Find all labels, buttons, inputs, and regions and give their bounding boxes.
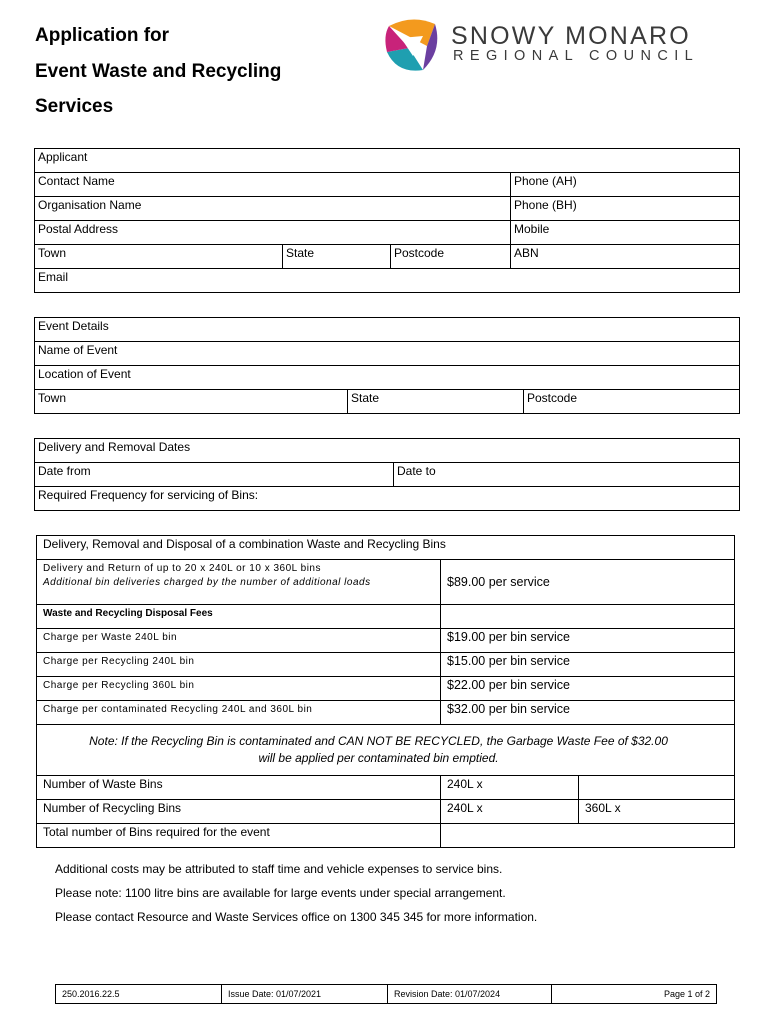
issue-date: Issue Date: 01/07/2021: [222, 985, 388, 1004]
footnotes: [55, 857, 537, 929]
num-recycling-360-field[interactable]: 360L x: [579, 800, 735, 824]
fee-row-label: Charge per Recycling 240L bin: [37, 653, 441, 677]
delivery-description: [37, 560, 441, 605]
event-location-field[interactable]: Location of Event: [35, 366, 740, 390]
contamination-note: [37, 725, 735, 776]
event-postcode-field[interactable]: Postcode: [524, 390, 740, 414]
event-name-field[interactable]: Name of Event: [35, 342, 740, 366]
fees-heading: Delivery, Removal and Disposal of a combination Waste and Recycling Bins: [37, 536, 735, 560]
state-field[interactable]: State: [283, 245, 391, 269]
phone-ah-field[interactable]: Phone (AH): [511, 173, 740, 197]
fee-row-price: $19.00 per bin service: [441, 629, 735, 653]
page-footer: [55, 984, 717, 1004]
fees-table: [36, 535, 735, 848]
num-recycling-240-field[interactable]: 240L x: [441, 800, 579, 824]
logo-name-line-2: REGIONAL COUNCIL: [453, 48, 700, 64]
total-bins-field[interactable]: [441, 824, 735, 848]
page-number: Page 1 of 2: [552, 985, 717, 1004]
num-waste-240-field[interactable]: 240L x: [441, 776, 579, 800]
event-town-field[interactable]: Town: [35, 390, 348, 414]
title-line-3: Services: [35, 96, 114, 117]
postal-address-field[interactable]: Postal Address: [35, 221, 511, 245]
fee-row-price: $32.00 per bin service: [441, 701, 735, 725]
organisation-name-field[interactable]: Organisation Name: [35, 197, 511, 221]
footnote-line: Please note: 1100 litre bins are available for large events under special arrangement.: [55, 886, 506, 900]
phone-bh-field[interactable]: Phone (BH): [511, 197, 740, 221]
footnote-line: Please contact Resource and Waste Services office on 1300 345 345 for more information.: [55, 910, 538, 924]
applicant-table: [34, 148, 740, 293]
revision-date: Revision Date: 01/07/2024: [388, 985, 552, 1004]
total-bins-label: Total number of Bins required for the event: [37, 824, 441, 848]
event-details-table: [34, 317, 740, 414]
doc-number: 250.2016.22.5: [56, 985, 222, 1004]
fee-row-label: Charge per Waste 240L bin: [37, 629, 441, 653]
date-from-field[interactable]: Date from: [35, 463, 394, 487]
disposal-fees-heading: Waste and Recycling Disposal Fees: [37, 605, 441, 629]
note-line-2: will be applied per contaminated bin emptied.: [258, 751, 499, 765]
footnote-line: Additional costs may be attributed to staff time and vehicle expenses to service bins.: [55, 862, 503, 876]
fee-row-price: $15.00 per bin service: [441, 653, 735, 677]
delivery-price: $89.00 per service: [441, 560, 735, 605]
note-line-1: Note: If the Recycling Bin is contaminated and CAN NOT BE RECYCLED, the Garbage Waste Fee of $32.00: [89, 734, 668, 748]
form-title: [35, 18, 281, 125]
council-logo: [383, 16, 723, 74]
applicant-heading: Applicant: [35, 149, 740, 173]
delivery-line-1: Delivery and Return of up to 20 x 240L or 10 x 360L bins: [43, 563, 321, 574]
email-field[interactable]: Email: [35, 269, 740, 293]
frequency-field[interactable]: Required Frequency for servicing of Bins:: [35, 487, 740, 511]
num-recycling-bins-label: Number of Recycling Bins: [37, 800, 441, 824]
contact-name-field[interactable]: Contact Name: [35, 173, 511, 197]
abn-field[interactable]: ABN: [511, 245, 740, 269]
event-state-field[interactable]: State: [348, 390, 524, 414]
fee-row-label: Charge per Recycling 360L bin: [37, 677, 441, 701]
fee-row-label: Charge per contaminated Recycling 240L and 360L bin: [37, 701, 441, 725]
disposal-fees-blank: [441, 605, 735, 629]
event-details-heading: Event Details: [35, 318, 740, 342]
title-line-1: Application for: [35, 25, 170, 46]
logo-name-line-1: SNOWY MONARO: [451, 22, 691, 50]
dates-heading: Delivery and Removal Dates: [35, 439, 740, 463]
num-waste-bins-label: Number of Waste Bins: [37, 776, 441, 800]
mobile-field[interactable]: Mobile: [511, 221, 740, 245]
dates-table: [34, 438, 740, 511]
council-logo-mark-icon: [383, 16, 441, 74]
fee-row-price: $22.00 per bin service: [441, 677, 735, 701]
postcode-field[interactable]: Postcode: [391, 245, 511, 269]
date-to-field[interactable]: Date to: [394, 463, 740, 487]
delivery-line-2: Additional bin deliveries charged by the number of additional loads: [43, 577, 371, 588]
town-field[interactable]: Town: [35, 245, 283, 269]
title-line-2: Event Waste and Recycling: [35, 60, 282, 82]
num-waste-blank: [579, 776, 735, 800]
